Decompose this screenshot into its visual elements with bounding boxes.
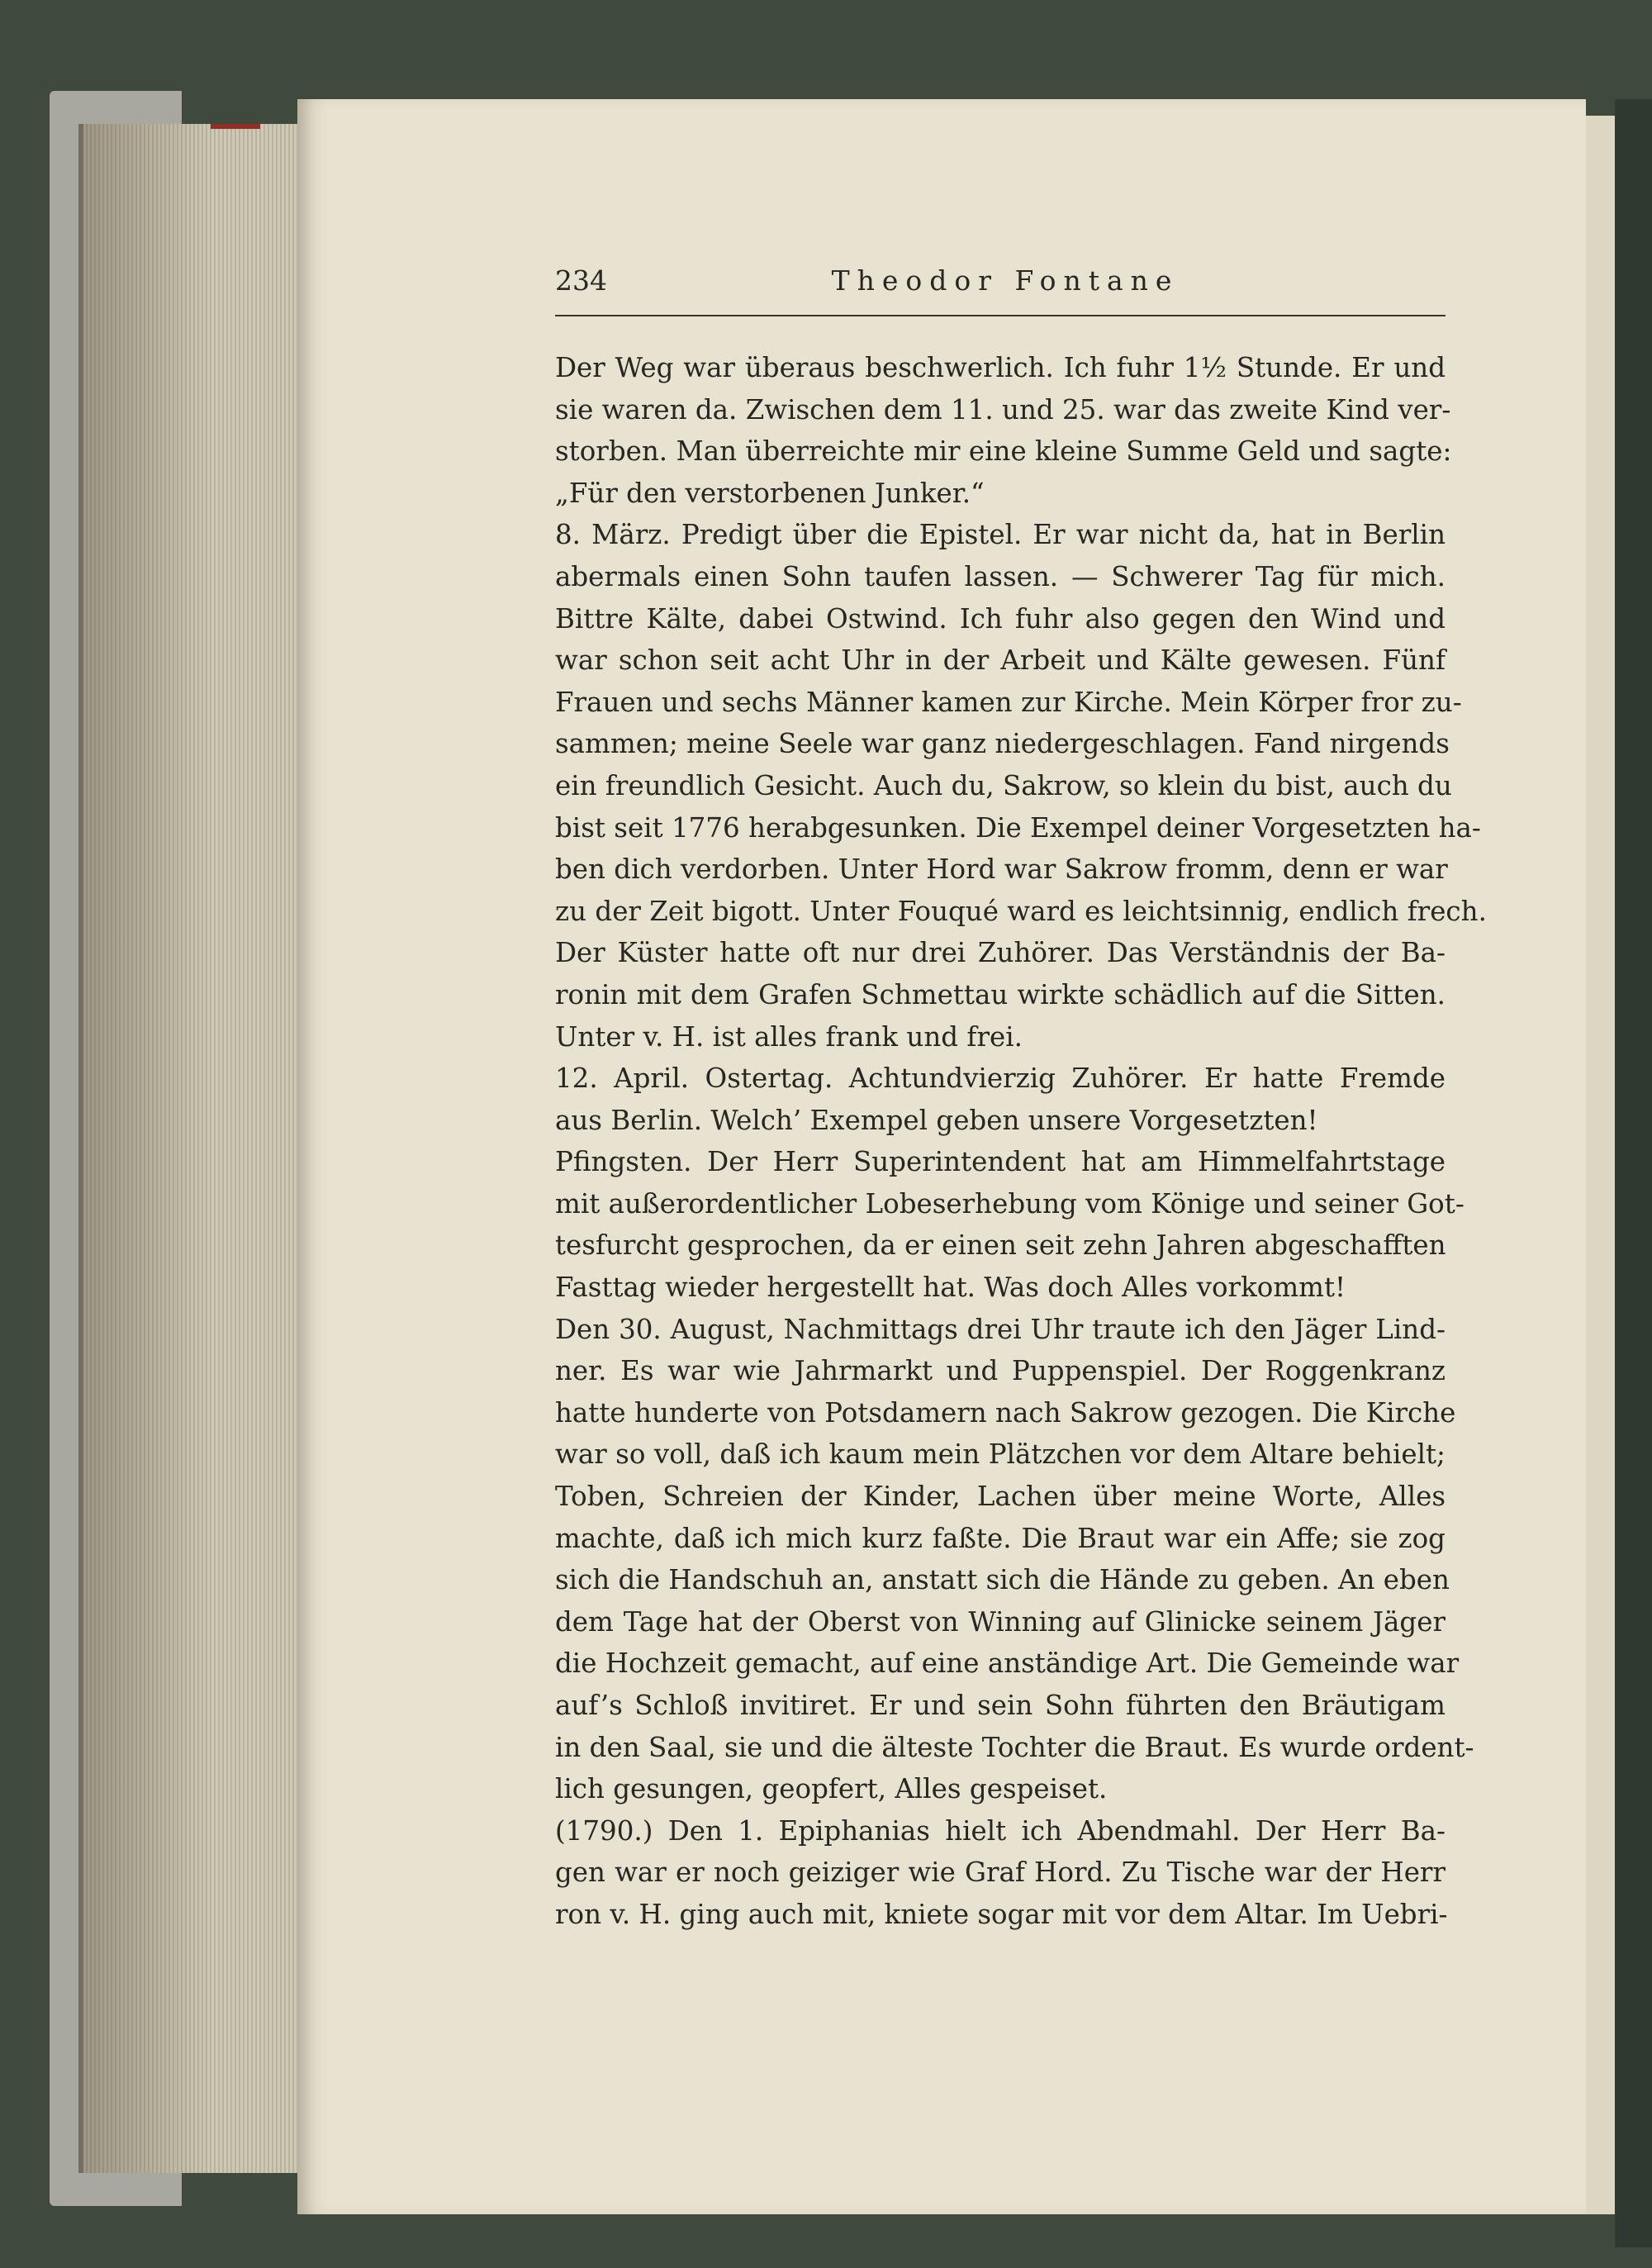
text-line: ner. Es war wie Jahrmarkt und Puppenspiel. Der Roggenkranz — [555, 1355, 1446, 1387]
text-line: mit außerordentlicher Lobeserhebung vom Könige und seiner Got- — [555, 1187, 1464, 1220]
text-line: dem Tage hat der Oberst von Winning auf Glinicke seinem Jäger — [555, 1605, 1446, 1638]
text-line: sich die Handschuh an, anstatt sich die Hände zu geben. An eben — [555, 1564, 1450, 1596]
text-line: Toben, Schreien der Kinder, Lachen über meine Worte, Alles — [555, 1481, 1446, 1513]
running-title: Theodor Fontane — [831, 264, 1180, 297]
text-line: sie waren da. Zwischen dem 11. und 25. war das zweite Kind ver- — [555, 393, 1451, 426]
bookmark-ribbon — [211, 124, 260, 129]
text-line: hatte hunderte von Potsdamern nach Sakrow gezogen. Die Kirche — [555, 1396, 1456, 1429]
text-line: Den 30. August, Nachmittags drei Uhr traute ich den Jäger Lind- — [555, 1313, 1446, 1345]
text-line: war schon seit acht Uhr in der Arbeit und Kälte gewesen. Fünf — [555, 644, 1446, 677]
text-line: tesfurcht gesprochen, da er einen seit zehn Jahren abgeschafften — [555, 1229, 1446, 1262]
text-line: Pfingsten. Der Herr Superintendent hat am Himmelfahrtstage — [555, 1146, 1446, 1178]
text-line: ronin mit dem Grafen Schmettau wirkte schädlich auf die Sitten. — [555, 978, 1446, 1010]
text-line: gen war er noch geiziger wie Graf Hord. Zu Tische war der Herr — [555, 1857, 1446, 1889]
text-line: Der Küster hatte oft nur drei Zuhörer. Das Verständnis der Ba- — [555, 937, 1446, 969]
text-line: Frauen und sechs Männer kamen zur Kirche. Mein Körper fror zu- — [555, 686, 1462, 718]
text-line: „Für den verstorbenen Junker.“ — [555, 477, 985, 509]
text-line: ein freundlich Gesicht. Auch du, Sakrow, so klein du bist, auch du — [555, 769, 1452, 801]
text-line: aus Berlin. Welch’ Exempel geben unsere Vorgesetzten! — [555, 1104, 1318, 1136]
text-line: 12. April. Ostertag. Achtundvierzig Zuhörer. Er hatte Fremde — [555, 1063, 1446, 1095]
text-line: die Hochzeit gemacht, auf eine anständige Art. Die Gemeinde war — [555, 1648, 1460, 1680]
text-line: Bittre Kälte, dabei Ostwind. Ich fuhr also gegen den Wind und — [555, 602, 1446, 635]
text-line: Der Weg war überaus beschwerlich. Ich fuhr 1½ Stunde. Er und — [555, 352, 1446, 383]
book-cover-right-edge — [1615, 99, 1652, 2247]
text-line: zu der Zeit bigott. Unter Fouqué ward es leichtsinnig, endlich frech. — [555, 895, 1487, 927]
page-stack-shadow — [78, 124, 301, 2173]
text-line: lich gesungen, geopfert, Alles gespeiset. — [555, 1773, 1108, 1805]
text-line: Unter v. H. ist alles frank und frei. — [555, 1020, 1023, 1053]
text-line: storben. Man überreichte mir eine kleine Summe Geld und sagte: — [555, 435, 1452, 468]
text-line: abermals einen Sohn taufen lassen. — Schwerer Tag für mich. — [555, 560, 1446, 592]
header-rule — [555, 315, 1446, 316]
text-line: sammen; meine Seele war ganz niedergeschlagen. Fand nirgends — [555, 728, 1450, 760]
page-number: 234 — [555, 264, 607, 297]
text-line: 8. März. Predigt über die Epistel. Er war nicht da, hat in Berlin — [555, 519, 1446, 551]
text-line: (1790.) Den 1. Epiphanias hielt ich Abendmahl. Der Herr Ba- — [555, 1814, 1446, 1847]
text-line: bist seit 1776 herabgesunken. Die Exempel deiner Vorgesetzten ha- — [555, 811, 1481, 844]
text-line: machte, daß ich mich kurz faßte. Die Braut war ein Affe; sie zog — [555, 1522, 1446, 1554]
text-line: auf’s Schloß invitiret. Er und sein Sohn führten den Bräutigam — [555, 1690, 1446, 1721]
page-header — [555, 264, 1446, 307]
text-line: war so voll, daß ich kaum mein Plätzchen vor dem Altare behielt; — [555, 1438, 1446, 1471]
text-line: in den Saal, sie und die älteste Tochter die Braut. Es wurde ordent- — [555, 1731, 1474, 1763]
body-text — [555, 347, 1487, 1936]
text-line: ben dich verdorben. Unter Hord war Sakrow fromm, denn er war — [555, 853, 1448, 886]
text-line: ron v. H. ging auch mit, kniete sogar mit vor dem Altar. Im Uebri- — [555, 1898, 1448, 1930]
text-line: Fasttag wieder hergestellt hat. Was doch Alles vorkommt! — [555, 1272, 1346, 1304]
